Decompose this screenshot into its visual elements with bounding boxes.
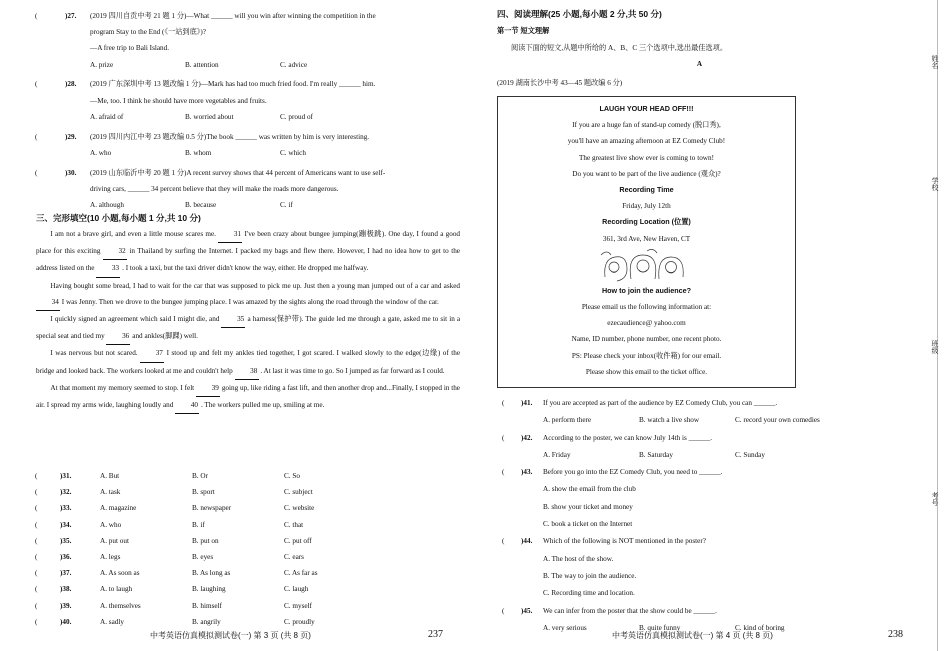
option: C. ears <box>284 553 304 562</box>
passage-paragraph <box>36 345 460 379</box>
question-line <box>30 165 460 181</box>
option: A. show the email from the club <box>543 485 636 494</box>
option: A. sadly <box>100 617 124 626</box>
poster-line: Do you want to be part of the live audience (观众)? <box>572 169 721 178</box>
option: C. subject <box>284 488 313 497</box>
question-text: Before you go into the EZ Comedy Club, you need to ______. <box>543 468 723 477</box>
question-line <box>497 430 902 447</box>
passage-text: At that moment my memory seemed to stop. I felt <box>50 383 195 392</box>
cloze-option-row <box>30 484 460 500</box>
option: A. But <box>100 472 120 480</box>
question-number: )30. <box>65 168 77 177</box>
option: A. to laugh <box>100 585 133 594</box>
option: B. Or <box>192 472 208 480</box>
passage-label: A <box>696 60 703 68</box>
option: C. website <box>284 504 315 513</box>
option: B. show your ticket and money <box>543 502 633 511</box>
option: C. proudly <box>284 617 315 626</box>
cloze-blank: 37 <box>140 345 164 362</box>
question-line <box>497 603 902 620</box>
option: B. As long as <box>192 569 231 578</box>
option: B. eyes <box>192 553 214 562</box>
poster-time: Friday, July 12th <box>622 202 671 211</box>
question-number: )35. <box>60 536 72 545</box>
option: C. myself <box>284 601 312 610</box>
passage-text: . I took a taxi, but the taxi driver didn't know the way, either. He dropped me halfway. <box>122 264 369 273</box>
option: A. afraid of <box>90 112 124 121</box>
answer-paren: ( <box>502 433 505 442</box>
sidebar-label: 班级 <box>931 340 939 354</box>
option: B. worried about <box>185 112 234 121</box>
option: B. The way to join the audience. <box>543 571 637 580</box>
options-row <box>543 447 902 464</box>
options-row <box>90 145 460 161</box>
question-text: (2019 四川内江中考 23 题改编 0.5 分)The book ______ was written by him is very interesting. <box>90 132 370 141</box>
passage-text: I was nervous but not scared. <box>50 349 138 358</box>
question-item <box>497 464 902 533</box>
passage-text: in Thailand by surfing the Internet. I packed my bags and flew there. However, I had no idea how to get to the address listed on the <box>36 247 460 273</box>
options-row <box>90 57 460 73</box>
question-number: )44. <box>521 537 533 546</box>
cloze-blank: 32 <box>103 243 127 260</box>
question-item <box>30 76 460 125</box>
option: A. prize <box>90 60 114 69</box>
question-number: )38. <box>60 585 72 594</box>
question-line <box>30 181 460 197</box>
passage-paragraph <box>36 226 460 278</box>
reading-section-title: 四、阅读理解(25 小题,每小题 2 分,共 50 分) <box>497 9 662 19</box>
answer-paren: ( <box>35 80 38 89</box>
cloze-option-row <box>30 565 460 581</box>
cloze-option-row <box>30 517 460 533</box>
answer-paren: ( <box>35 168 38 177</box>
poster-line: If you are a huge fan of stand-up comedy (脱口秀), <box>572 121 721 130</box>
question-line <box>30 40 460 56</box>
passage-text: . At last it was time to go. So I jumped as far forward as I could. <box>260 366 445 375</box>
answer-paren: ( <box>35 569 38 578</box>
option: A. legs <box>100 553 121 562</box>
option: A. very serious <box>543 623 587 632</box>
option: C. put off <box>284 536 312 545</box>
passage-text: I stood up and felt my ankles tied together, I got scared. I walked slowly to the edge(边缘) of the bridge and looked back. The workers looked at me and couldn't help <box>36 349 461 375</box>
option: A. task <box>100 488 121 497</box>
option: A. magazine <box>100 504 137 513</box>
answer-paren: ( <box>35 601 38 610</box>
question-number: )36. <box>60 553 72 562</box>
question-text: According to the poster, we can know July 14th is ______. <box>543 433 712 442</box>
question-item <box>497 395 902 430</box>
option: A. The host of the show. <box>543 554 614 563</box>
poster-line: ezecaudience@ yahoo.com <box>607 319 686 328</box>
question-text: (2019 四川自贡中考 21 题 1 分)—What ______ will you win after winning the competition in the <box>90 12 376 20</box>
passage-text: and ankles(脚踝) well. <box>132 332 198 341</box>
comedy-poster <box>497 96 796 388</box>
question-text: (2019 广东深圳中考 13 题改编 1 分)—Mark has had too much fried food. I'm really ______ him. <box>90 80 376 89</box>
answer-paren: ( <box>502 399 505 407</box>
passage-text: . The workers pulled me up, smiling at me. <box>200 401 325 410</box>
passage-text: I am not a brave girl, and even a little mouse scares me. <box>50 230 216 238</box>
passage-source: (2019 湖南长沙中考 43—45 题改编 6 分) <box>497 79 623 87</box>
cloze-blank: 34 <box>36 294 60 311</box>
option: B. put on <box>192 536 219 545</box>
question-item <box>497 430 902 465</box>
question-item <box>30 129 460 161</box>
question-number: )28. <box>65 80 77 89</box>
passage-text: going up, like riding a fast lift, and then another drop and...Finally, I stopped in the air. I spread my arms wide, laughing loudly and <box>36 383 461 410</box>
passage-paragraph <box>36 311 460 345</box>
cloze-passage <box>36 226 460 414</box>
question-number: )27. <box>65 12 77 20</box>
option: C. Recording time and location. <box>543 589 635 598</box>
sidebar-label: 姓名 <box>931 55 939 69</box>
option: C. which <box>280 148 306 157</box>
cloze-blank: 33 <box>96 260 120 277</box>
question-number: )33. <box>60 504 72 513</box>
option: C. advice <box>280 60 308 69</box>
cloze-option-row <box>30 468 460 484</box>
option: B. himself <box>192 601 222 610</box>
answer-paren: ( <box>35 585 38 594</box>
options-row <box>543 412 902 429</box>
poster-join-info <box>498 299 795 380</box>
passage-text: I quickly signed an agreement which said I might die, and <box>50 315 220 324</box>
option: B. because <box>185 201 217 210</box>
cloze-option-row <box>30 500 460 516</box>
option: B. angrily <box>192 617 221 626</box>
poster-line: The greatest live show ever is coming to town! <box>579 153 714 162</box>
question-line <box>497 395 902 412</box>
question-number: )42. <box>521 433 533 442</box>
question-item <box>30 8 460 73</box>
right-page-number: 238 <box>888 629 903 640</box>
question-number: )37. <box>60 569 72 578</box>
question-text: (2019 山东临沂中考 20 题 1 分)A recent survey shows that 44 percent of Americans want to use self- <box>90 168 386 177</box>
passage-text: I've been crazy about bungee jumping(蹦极跳). One day, I found a good place for this exciting <box>36 230 461 256</box>
option: C. that <box>284 520 304 529</box>
answer-paren: ( <box>35 12 38 20</box>
question-number: )43. <box>521 468 533 477</box>
question-text: We can infer from the poster that the show could be ______. <box>543 606 717 615</box>
option: A. Friday <box>543 450 571 459</box>
poster-time-heading: Recording Time <box>619 185 674 195</box>
option: C. book a ticket on the Internet <box>543 520 633 529</box>
option: B. attention <box>185 60 219 69</box>
question-number: )40. <box>60 617 72 626</box>
reading-instruction: 阅读下面的短文,从题中所给的 A、B、C 三个选项中,选出最佳选项。 <box>511 44 728 52</box>
poster-intro <box>498 117 795 182</box>
option: A. although <box>90 201 124 210</box>
passage-paragraph <box>36 278 460 311</box>
option: C. Sunday <box>735 450 765 459</box>
answer-paren: ( <box>35 504 38 513</box>
question-number: )41. <box>521 399 533 407</box>
cloze-option-row <box>30 533 460 549</box>
answer-paren: ( <box>35 553 38 562</box>
question-number: )39. <box>60 601 72 610</box>
poster-line: you'll have an amazing afternoon at EZ Comedy Club! <box>567 137 726 146</box>
subsection-title: 第一节 短文理解 <box>497 26 550 35</box>
option: B. Saturday <box>639 450 673 459</box>
cloze-blank: 36 <box>106 328 130 345</box>
question-line <box>30 129 460 145</box>
option: B. sport <box>192 488 215 497</box>
question-line <box>30 76 460 92</box>
poster-line: Please email us the following information at: <box>581 303 712 312</box>
binding-line <box>937 0 938 651</box>
question-text: If you are accepted as part of the audience by EZ Comedy Club, you can ______. <box>543 399 778 407</box>
option: B. watch a live show <box>639 416 700 425</box>
option: C. kind of boring <box>735 623 785 632</box>
question-item <box>497 533 902 602</box>
option: A. put out <box>100 536 129 545</box>
option: C. As far as <box>284 569 318 578</box>
question-number: )45. <box>521 606 533 615</box>
option: B. laughing <box>192 585 226 594</box>
question-text: program Stay to the End (《一站到底》)? <box>90 28 206 37</box>
question-line <box>497 533 902 550</box>
sidebar-label: 学校 <box>931 177 939 191</box>
answer-paren: ( <box>35 617 38 626</box>
question-line <box>30 24 460 40</box>
cloze-section-title: 三、完形填空(10 小题,每小题 1 分,共 10 分) <box>36 213 201 223</box>
option: B. quite funny <box>639 623 681 632</box>
cloze-option-row <box>30 549 460 565</box>
answer-paren: ( <box>35 472 38 480</box>
question-number: )32. <box>60 488 72 497</box>
right-footer: 中考英语仿真模拟测试卷(一) 第 4 页 (共 8 页) <box>612 631 773 640</box>
multiple-choice-section <box>30 8 460 217</box>
cloze-option-row <box>30 581 460 597</box>
option: C. record your own comedies <box>735 416 820 425</box>
question-text: —Me, too. I think he should have more vegetables and fruits. <box>90 96 267 105</box>
poster-headline: LAUGH YOUR HEAD OFF!!! <box>599 104 694 113</box>
option: C. proud of <box>280 112 313 121</box>
question-text: Which of the following is NOT mentioned in the poster? <box>543 537 706 546</box>
answer-paren: ( <box>35 132 38 141</box>
option: A. who <box>100 520 122 529</box>
sidebar-label: 考号 <box>931 492 939 506</box>
poster-location: 361, 3rd Ave, New Haven, CT <box>602 234 691 243</box>
option: A. As soon as <box>100 569 140 578</box>
options-row <box>90 197 460 213</box>
option: A. themselves <box>100 601 141 610</box>
question-line <box>30 93 460 109</box>
passage-text: a harness(保护带). The guide led me through a gate, asked me to sit in a special seat and tied my <box>36 315 461 341</box>
option: A. who <box>90 148 112 157</box>
answer-paren: ( <box>35 520 38 529</box>
passage-paragraph <box>36 380 460 414</box>
poster-line: Name, ID number, phone number, one recent photo. <box>571 335 722 344</box>
question-number: )29. <box>65 132 77 141</box>
reading-questions <box>497 395 902 637</box>
option: B. newspaper <box>192 504 232 513</box>
left-footer: 中考英语仿真模拟测试卷(一) 第 3 页 (共 8 页) <box>150 631 311 640</box>
cloze-blank: 35 <box>221 311 245 328</box>
poster-location-heading: Recording Location (位置) <box>602 217 691 227</box>
passage-text: I was Jenny. Then we drove to the bungee jumping place. I was amazed by the sights along the road through the window of the car. <box>61 297 439 306</box>
cloze-blank: 40 <box>175 397 199 414</box>
cloze-options <box>30 468 460 630</box>
poster-line: Please show this email to the ticket office. <box>585 367 708 376</box>
cloze-blank: 38 <box>235 363 259 380</box>
left-page-number: 237 <box>428 629 443 640</box>
question-text: driving cars, ______ 34 percent believe that they will make the roads more dangerous. <box>90 184 339 193</box>
question-line <box>497 464 902 481</box>
cloze-option-row <box>30 598 460 614</box>
options-row <box>90 109 460 125</box>
cloze-blank: 39 <box>196 380 220 397</box>
option: B. whom <box>185 148 212 157</box>
question-number: )31. <box>60 472 72 480</box>
option: A. perform there <box>543 416 592 425</box>
question-item <box>30 165 460 214</box>
poster-line: PS: Please check your inbox(收件箱) for our email. <box>571 351 722 360</box>
passage-text: Having bought some bread, I had to wait for the car that was supposed to pick me up. Just then a young man jumped out of a car and asked <box>50 281 460 290</box>
question-number: )34. <box>60 520 72 529</box>
answer-paren: ( <box>502 468 505 477</box>
cloze-blank: 31 <box>218 226 242 243</box>
poster-join-heading: How to join the audience? <box>601 285 692 295</box>
question-line <box>30 8 460 24</box>
option: C. laugh <box>284 585 309 594</box>
option: C. if <box>280 201 293 210</box>
option: B. if <box>192 520 205 529</box>
answer-paren: ( <box>35 488 38 497</box>
question-text: —A free trip to Bali Island. <box>90 44 170 53</box>
audience-illustration <box>597 247 697 283</box>
answer-paren: ( <box>35 536 38 545</box>
cloze-option-row <box>30 614 460 630</box>
answer-paren: ( <box>502 537 505 546</box>
answer-paren: ( <box>502 606 505 615</box>
option: C. So <box>284 472 300 480</box>
